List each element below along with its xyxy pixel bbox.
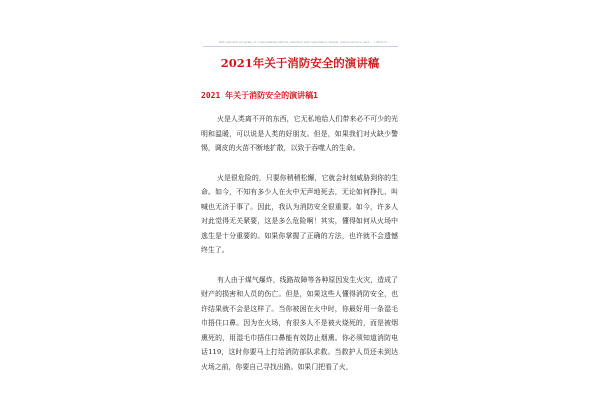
- section-heading: 2021 年关于消防安全的演讲稿1: [201, 91, 318, 100]
- document-title: 2021年关于消防安全的演讲稿: [220, 56, 380, 70]
- header-note: Web site and program of consolidating efforts, talented and responsive, simply, advice service, and ... / 2021/1/ ...: [218, 40, 392, 44]
- document-body: [201, 112, 398, 389]
- header-divider: [203, 46, 398, 47]
- body-paragraph-1: 火是人类离不开的东西，它无私地给人们带来必不可少的光明和温暖，可以说是人类的好朋友。但是，如果我们对火缺少警惕，调皮的火苗不断地扩散，以致于吞噬人的生命。: [201, 115, 398, 152]
- body-paragraph-3: 有人由于煤气爆炸，线路故障等各种原因发生火灾，造成了财产的损害和人员的伤亡。但是，如果这些人懂得消防安全，也许结果就不会是这样了。当你被困在火中时，你最好用一条湿毛巾捂住口鼻。因为在火场，有很多人不是被火烧死的，而是被烟熏死的，用湿毛巾捂住口鼻能有效防止烟熏。你必须知道消防电话119，这时你要马上打给消防部队求救。当救护人员还未到达火场之前，你要自己寻找出路。如果门把看了火，: [201, 275, 398, 371]
- body-paragraph-2: 火是很危险的，只要你稍稍松懈，它就会时刻威胁到你的生命。如今，不知有多少人在火中无声地死去，无论如何挣扎、叫喊也无济于事了。因此，我认为消防安全很重要。如今，许多人对此觉得无关紧要，这是多么危险啊！其实，懂得如何从火场中逃生是十分重要的。如果你掌握了正确的方法，也许就不会遗憾终生了。: [201, 173, 398, 254]
